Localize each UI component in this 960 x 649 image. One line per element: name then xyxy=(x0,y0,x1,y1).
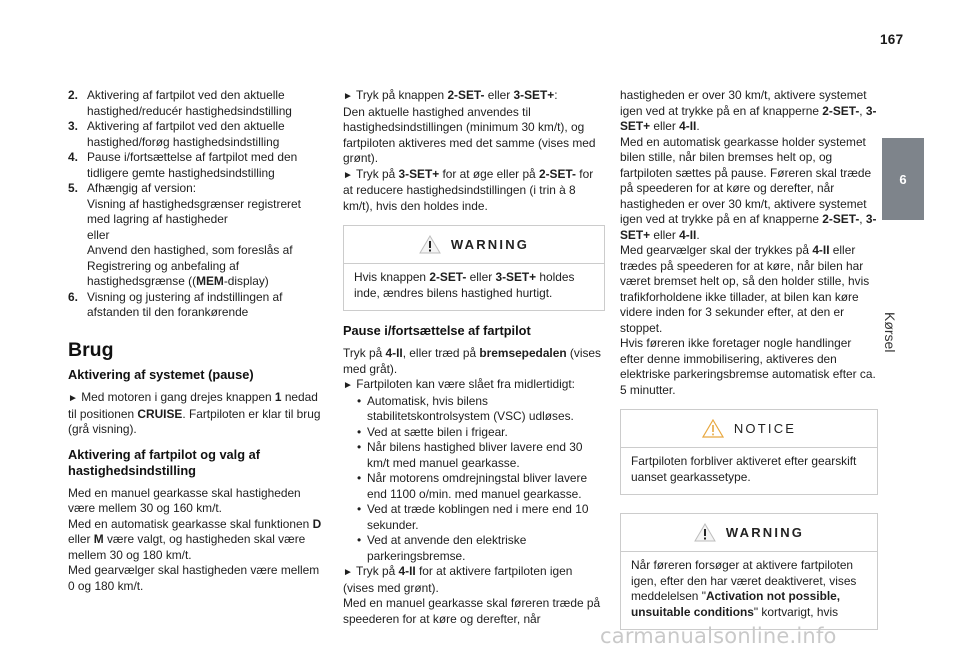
column-2 xyxy=(343,88,605,633)
list-item-number: 3. xyxy=(68,119,78,133)
pause-conditions-list xyxy=(357,394,605,565)
bullet-text: Ved at træde koblingen ned i mere end 10 sekunder. xyxy=(367,502,589,532)
bullet-icon: • xyxy=(357,424,362,439)
bullet-text: Automatisk, hvis bilens stabilitetskontrolsystem (VSC) udløses. xyxy=(367,393,574,423)
bullet-text: Ved at anvende den elektriske parkeringsbremse. xyxy=(367,533,527,563)
list-item-text: Aktivering af fartpilot ved den aktuelle hastighed/reducér hastighedsindstilling xyxy=(87,88,292,118)
list-item-text: Visning og justering af indstillingen af afstanden til den forankørende xyxy=(87,289,283,319)
watermark: carmanualsonline.info xyxy=(600,624,837,648)
warning-body: Hvis knappen 2-SET- eller 3-SET+ holdes inde, ændres bilens hastighed hurtigt. xyxy=(354,270,575,300)
chapter-label: Kørsel xyxy=(882,312,898,353)
list-item-text: Afhængig af version: Visning af hastighedsgrænser registreret med lagring af hastigheder eller Anvend den hastighed, som foreslås af Registrering og anbefaling af hastighedsgrænse ((MEM-display) xyxy=(87,181,301,288)
bullet-item xyxy=(357,425,605,441)
subheading-speed-setting: Aktivering af fartpilot og valg af hastighedsindstilling xyxy=(68,446,260,478)
paragraph-set-buttons: ► Tryk på knappen 2-SET- eller 3-SET+: Den aktuelle hastighed anvendes til hastighedsindstillingen (minimum 30 km/t), og fartpiloten aktiveres med det samme (vises med grønt). ► Tryk på 3-SET+ for at øge eller på 2-SET- for at reducere hastighedsindstillingen (i trin à 8 km/t), hvis den holdes inde. xyxy=(343,88,596,213)
paragraph-activation: ► Med motoren i gang drejes knappen 1 nedad til positionen CRUISE. Fartpiloten er klar til brug (grå visning). xyxy=(68,390,321,436)
notice-icon xyxy=(702,419,724,438)
list-item xyxy=(68,88,326,119)
warning-header-2 xyxy=(621,514,877,552)
chapter-number: 6 xyxy=(882,138,924,220)
warning-icon xyxy=(694,523,716,542)
bullet-icon: • xyxy=(357,502,362,516)
list-item xyxy=(68,181,326,290)
subheading-pause: Pause i/fortsættelse af fartpilot xyxy=(343,323,531,338)
bullet-item xyxy=(357,533,605,564)
bullet-text: Når motorens omdrejningstal bliver lavere end 1100 o/min. med manuel gearkasse. xyxy=(367,471,588,501)
warning-icon xyxy=(419,235,441,254)
paragraph-reactivation: hastigheden er over 30 km/t, aktivere systemet igen ved at trykke på en af knapperne 2-SET-, 3-SET+ eller 4-II. Med en automatisk gearkasse holder systemet bilen stille, når bilen bremses helt op, og fartpiloten sættes på pause. Føreren skal træde på speederen for at køre og derefter, når hastigheden er over 30 km/t, aktivere systemet igen ved at trykke på en af knapperne 2-SET-, 3-SET+ eller 4-II. Med gearvælger skal der trykkes på 4-II eller trædes på speederen for at køre, når bilen har været bremset helt op, så den holder stille, hvis trafikforholdene ikke tillader, at bilen kan køre videre inden for 3 sekunder efter, at den er stoppet. Hvis føreren ikke foretager nogle handlinger efter denne immobilisering, aktiveres den elektriske parkeringsbremse automatisk efter ca. 5 minutter. xyxy=(620,88,877,397)
list-item-text: Pause i/fortsættelse af fartpilot med den tidligere gemte hastighedsindstilling xyxy=(87,150,298,180)
list-item xyxy=(68,290,326,321)
bullet-icon: • xyxy=(357,393,362,408)
warning-header xyxy=(344,226,604,264)
notice-header xyxy=(621,410,877,448)
column-3 xyxy=(620,88,878,642)
list-item xyxy=(68,119,326,150)
subheading-activation: Aktivering af systemet (pause) xyxy=(68,367,254,382)
notice-box xyxy=(620,409,878,495)
warning-body-2: Når føreren forsøger at aktivere fartpiloten igen, efter den har været deaktiveret, vises meddelelsen "Activation not possible, unsuitable conditions" kortvarigt, hvis xyxy=(631,558,857,619)
list-item xyxy=(68,150,326,181)
bullet-item xyxy=(357,394,605,425)
warning-title-2: WARNING xyxy=(725,524,805,540)
bullet-icon: • xyxy=(357,440,362,454)
bullet-text: Når bilens hastighed bliver lavere end 30 km/t med manuel gearkasse. xyxy=(367,440,583,470)
bullet-item xyxy=(357,440,605,471)
bullet-item xyxy=(357,471,605,502)
warning-title: WARNING xyxy=(450,236,530,252)
list-item-text: Aktivering af fartpilot ved den aktuelle hastighed/forøg hastighedsindstilling xyxy=(87,119,285,149)
paragraph-resume: ► Tryk på 4-II for at aktivere fartpiloten igen (vises med grønt). Med en manuel gearkasse skal føreren træde på speederen for at køre og derefter, når xyxy=(343,564,601,626)
notice-title: NOTICE xyxy=(733,420,797,436)
list-item-number: 6. xyxy=(68,289,78,304)
bullet-icon: • xyxy=(357,533,362,547)
list-item-number: 2. xyxy=(68,88,78,102)
warning-box-2 xyxy=(620,513,878,630)
column-1 xyxy=(68,88,326,600)
warning-box-1 xyxy=(343,225,605,311)
section-heading-brug: Brug xyxy=(68,338,114,361)
paragraph-speed-ranges: Med en manuel gearkasse skal hastigheden være mellem 30 og 160 km/t. Med en automatisk gearkasse skal funktionen D eller M være valgt, og hastigheden skal være mellem 30 og 180 km/t. Med gearvælger skal hastigheden være mellem 0 og 180 km/t. xyxy=(68,485,322,593)
chapter-tab xyxy=(882,138,924,353)
bullet-item xyxy=(357,502,605,533)
function-list xyxy=(68,88,326,321)
bullet-text: Ved at sætte bilen i frigear. xyxy=(367,424,508,439)
page-number: 167 xyxy=(880,32,904,47)
bullet-icon: • xyxy=(357,471,362,485)
list-item-number: 5. xyxy=(68,181,78,195)
list-item-number: 4. xyxy=(68,150,78,164)
paragraph-pause: Tryk på 4-II, eller træd på bremsepedalen (vises med gråt). ► Fartpiloten kan være slået fra midlertidigt: xyxy=(343,346,601,391)
notice-body: Fartpiloten forbliver aktiveret efter gearskift uanset gearkassetype. xyxy=(631,454,857,484)
